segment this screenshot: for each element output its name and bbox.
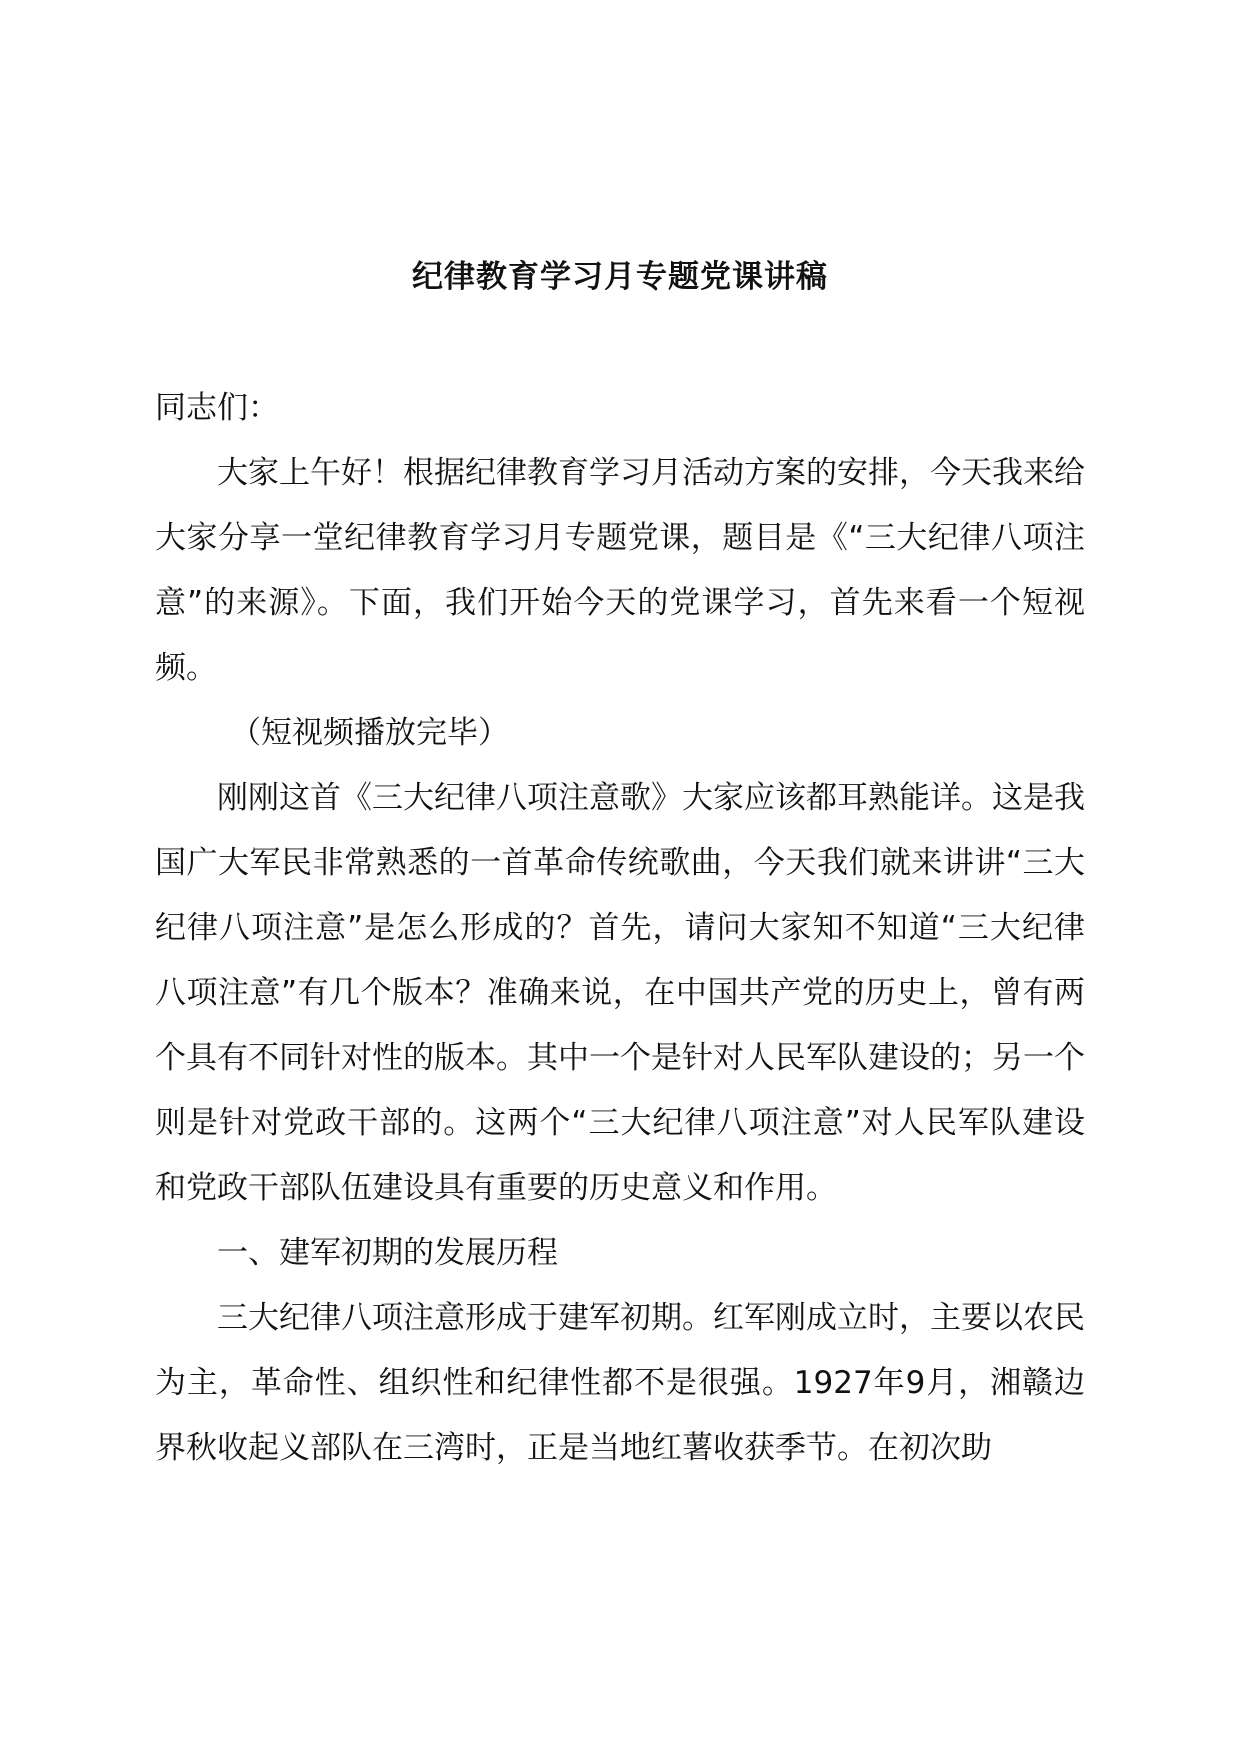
document-title: 纪律教育学习月专题党课讲稿: [412, 259, 828, 295]
paragraph-video-note: （短视频播放完毕）: [230, 715, 509, 751]
salutation: 同志们：: [155, 390, 279, 426]
section-heading-1: 一、建军初期的发展历程: [217, 1235, 558, 1271]
paragraph-opening: 大家上午好！根据纪律教育学习月活动方案的安排，今天我来给大家分享一堂纪律教育学习月专题党课，题目是《“三大纪律八项注意”的来源》。下面，我们开始今天的党课学习，首先来看一个短视频。: [155, 455, 1085, 686]
paragraph-early-history: 三大纪律八项注意形成于建军初期。红军刚成立时，主要以农民为主，革命性、组织性和纪律性都不是很强。1927年9月，湘赣边界秋收起义部队在三湾时，正是当地红薯收获季节。在初次助: [155, 1300, 1085, 1466]
document-body: [155, 376, 1085, 1481]
paragraph-song-intro: 刚刚这首《三大纪律八项注意歌》大家应该都耳熟能详。这是我国广大军民非常熟悉的一首革命传统歌曲，今天我们就来讲讲“三大纪律八项注意”是怎么形成的？首先，请问大家知不知道“三大纪律八项注意”有几个版本？准确来说，在中国共产党的历史上，曾有两个具有不同针对性的版本。其中一个是针对人民军队建设的；另一个则是针对党政干部的。这两个“三大纪律八项注意”对人民军队建设和党政干部队伍建设具有重要的历史意义和作用。: [155, 780, 1085, 1206]
